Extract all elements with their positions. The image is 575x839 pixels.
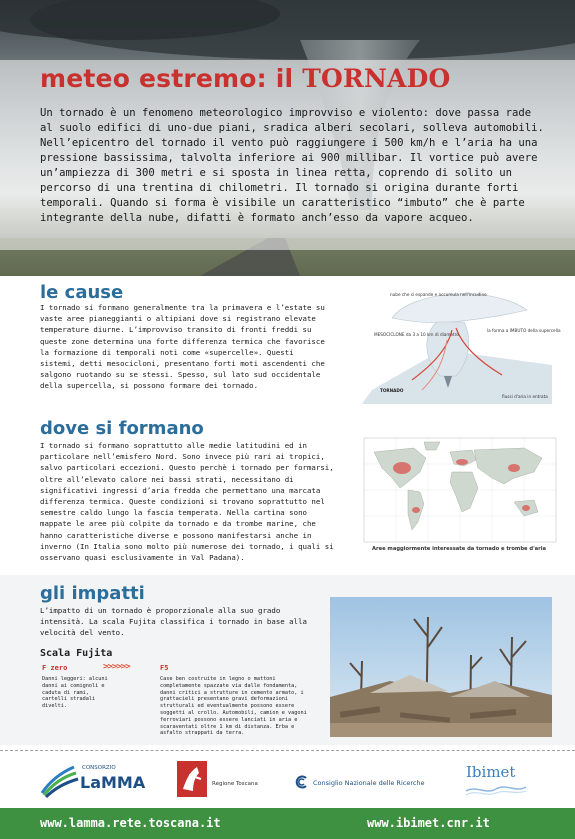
regione-toscana-logo-icon [177,761,207,797]
supercell-diagram [352,280,561,404]
fujita-scale-title: Scala Fujita [40,648,113,659]
lamma-logo-icon [40,763,78,797]
lamma-website-link[interactable]: www.lamma.rete.toscana.it [40,816,221,830]
fujita-f0-description: Danni leggeri: alcuni danni ai comignoli e caduta di rami, cartelli stradali divelti. [42,676,108,710]
intro-text: Un tornado è un fenomeno meteorologico improvviso e violento: dove passa rade al suolo edifici di uno-due piani, sradica alberi secolari, solleva automobili. Nell’epicentro del tornado il vento può raggiungere i 500 km/h e l’aria ha una pressione bassissima, talvolta inferiore ai 900 millibar. Il vortice può avere un’ampiezza di 300 metri e si sposta in linea retta, coprendo di solito un percorso di una trentina di chilometri. Il tornado si origina durante forti temporali. Quando si forma è visibile un caratteristico “imbuto” che è parte integrante della nube, difatti è formato anch’esso da vapore acqueo. [40,107,544,224]
causes-text: I tornado si formano generalmente tra la primavera e l’estate su vaste aree pianeggianti o altipiani dove si registrano elevate temperature diurne. L’improvviso transito di fronti freddi su queste zone determina una forte differenza termica che favorisce la formazione di temporali noti come «supercelle». Questi sistemi, detti mesocicloni, presentano forti moti ascendenti che salgono ruotando su se stessi. Spesso, sul lato sud occidentale della supercella, si possono formare dei tornado. [40,303,325,391]
impacts-heading: gli impatti [40,583,145,604]
fujita-f0-label: F zero [42,664,68,672]
diagram-label-mesocyclone: MESOCICLONE da 3 a 10 km di diametro [374,332,459,337]
hero-tornado-photo [0,0,575,276]
where-heading: dove si formano [40,418,204,439]
lamma-name: LaMMA [80,773,146,792]
ibimet-website-link[interactable]: www.ibimet.cnr.it [367,816,490,830]
fujita-f5-description: Case ben costruite in legno o mattoni completamente spazzate via dalle fondamenta, danni critici a strutture in cemento armato, i grattacieli presentano gravi deformazioni strutturali ed eventualmente possono essere soggetti al crollo. Automobili, camion e vagoni ferroviari possono essere lanciati in aria e scaraventati oltre 1 km di distanza. Erba e asfalto strappati da terra. [160,676,307,737]
diagram-label-top: nube che si espande e accumula nell'incudine [390,292,487,297]
impacts-text: L’impatto di un tornado è proporzionale alla suo grado intensità. La scala Fujita classifica i tornado in base alla velocità del vento. [40,606,307,638]
diagram-label-air: flussi d'aria in entrata [502,394,548,399]
footer-bar [0,808,575,839]
fujita-f5-label: F5 [160,664,169,672]
title-part1: meteo estremo: il [40,64,303,93]
ibimet-wave-icon [466,783,526,797]
title-part2: TORNADO [302,64,451,93]
tornado-damage-photo [330,597,552,737]
diagram-label-tornado: TORNADO [380,388,404,393]
ibimet-name: Ibimet [466,763,516,781]
regione-toscana-label: Regione Toscana [212,781,258,787]
map-caption: Aree maggiormente interessate da tornado e trombe d'aria [372,546,547,552]
lamma-consortium-label: CONSORZIO [82,765,116,771]
cnr-logo-icon [295,775,309,789]
causes-heading: le cause [40,282,124,303]
cnr-label: Consiglio Nazionale delle Ricerche [313,779,425,787]
page-title [40,64,451,93]
world-map [364,438,556,542]
fujita-arrows: >>>>>> [103,662,130,672]
where-text: I tornado si formano soprattutto alle medie latitudini ed in particolare nell’emisfero Nord. Sono invece più rari ai tropici, salvo particolari eccezioni. Questo perchè i tornado per formarsi, oltre all’elevato calore nei bassi strati, necessitano di significativi ingressi d’aria fredda che permettano una marcata differenza termica. Queste condizioni si trovano soprattutto nel semestre caldo lungo la fascia temperata. Nella cartina sono mappate le aree più colpite da tornado e da trombe marine, che hanno caratteristiche diverse e possono manifestarsi anche in inverno (In Italia sono molto più numerose dei tornado, i quali si osservano quasi esclusivamente in Val Padana). [40,441,334,563]
diagram-label-funnel: la forma a IMBUTO della supercella [487,328,561,333]
partner-logos [0,750,575,809]
